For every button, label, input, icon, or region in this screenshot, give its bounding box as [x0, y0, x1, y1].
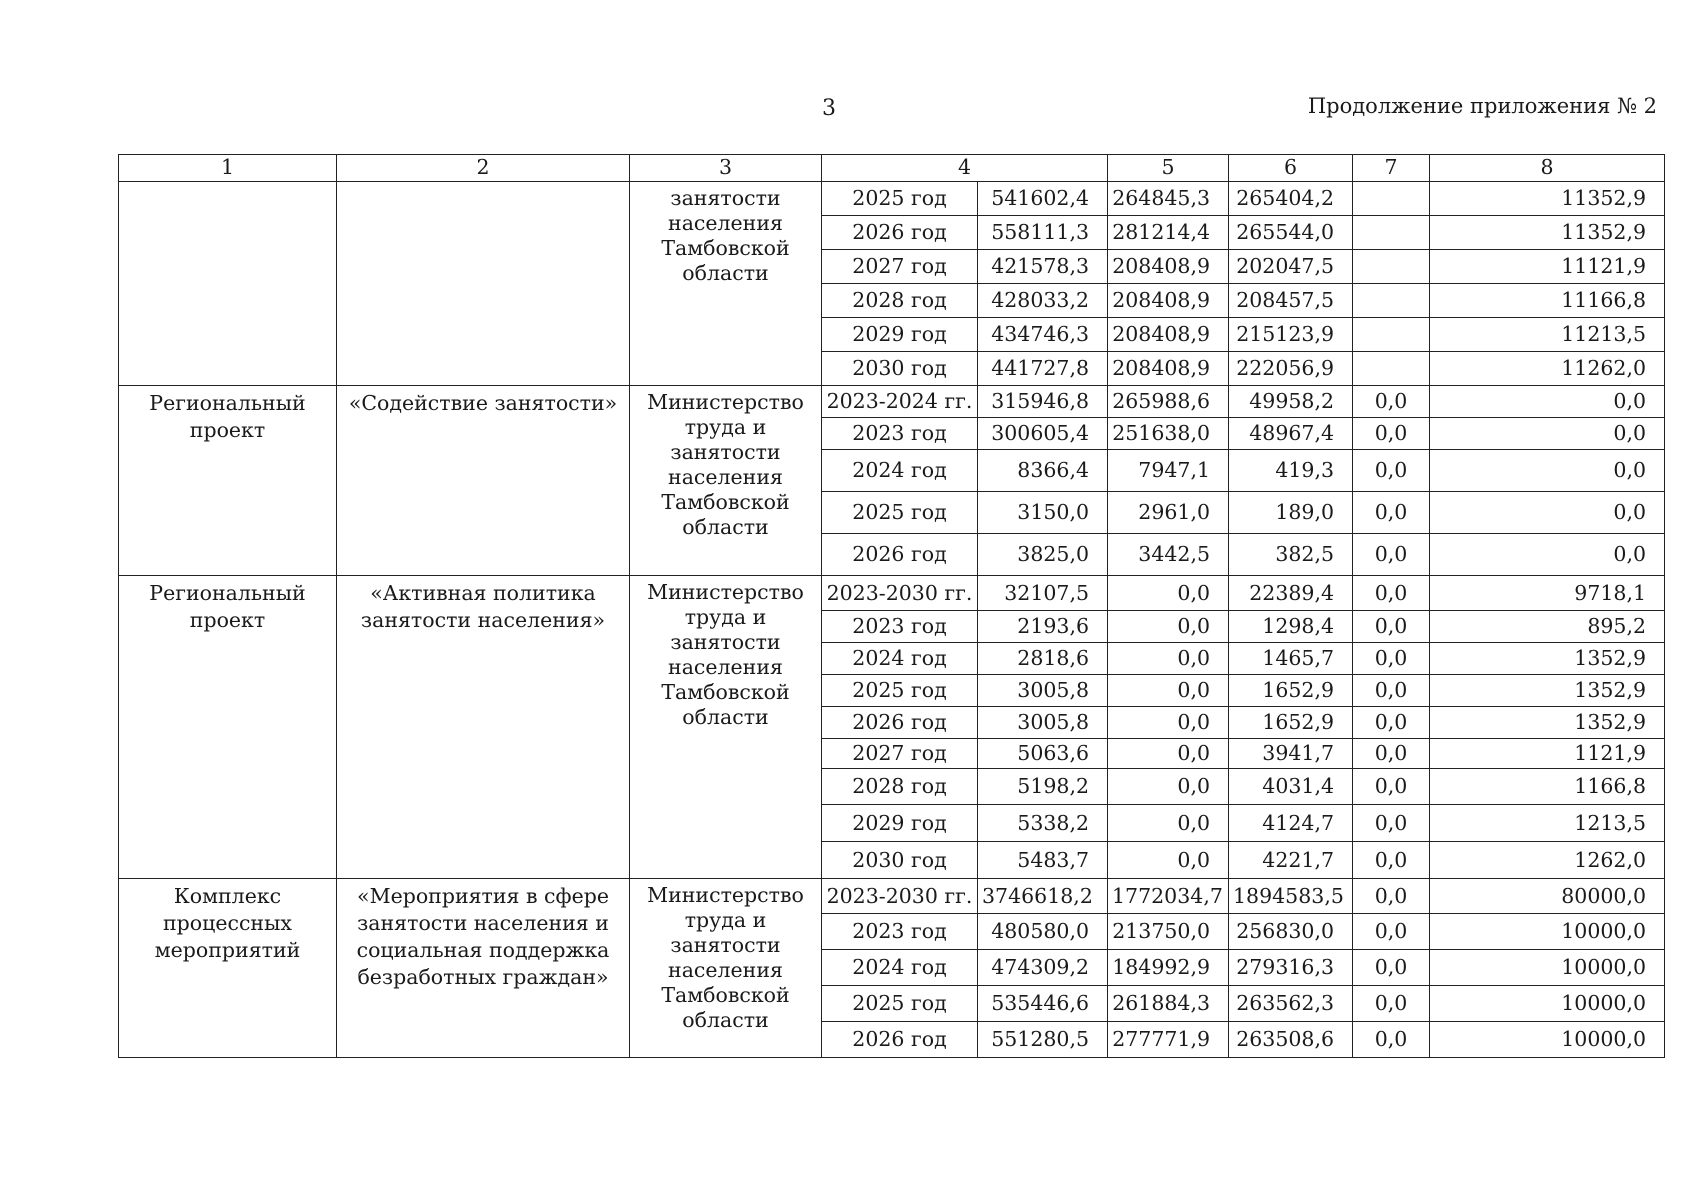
- total-cell: 315946,8: [978, 386, 1108, 418]
- column-6-cell: 382,5: [1229, 534, 1353, 576]
- column-7-cell: 0,0: [1353, 769, 1430, 805]
- total-cell: 8366,4: [978, 450, 1108, 492]
- column-5-cell: 0,0: [1108, 707, 1229, 739]
- column-6-cell: 419,3: [1229, 450, 1353, 492]
- period-cell: 2029 год: [822, 805, 978, 842]
- total-cell: 535446,6: [978, 986, 1108, 1022]
- column-5-cell: 2961,0: [1108, 492, 1229, 534]
- column-8-cell: 1213,5: [1430, 805, 1665, 842]
- total-cell: 5063,6: [978, 739, 1108, 769]
- column-7-cell: 0,0: [1353, 492, 1430, 534]
- column-8-cell: 0,0: [1430, 418, 1665, 450]
- column-5-cell: 261884,3: [1108, 986, 1229, 1022]
- column-7-cell: 0,0: [1353, 707, 1430, 739]
- column-5-cell: 184992,9: [1108, 950, 1229, 986]
- total-cell: 558111,3: [978, 216, 1108, 250]
- period-cell: 2027 год: [822, 739, 978, 769]
- column-6-cell: 4221,7: [1229, 842, 1353, 879]
- column-7-cell: [1353, 250, 1430, 284]
- column-8-cell: 11121,9: [1430, 250, 1665, 284]
- period-cell: 2026 год: [822, 1022, 978, 1058]
- column-number: 8: [1430, 155, 1665, 182]
- period-cell: 2023-2030 гг.: [822, 879, 978, 914]
- column-7-cell: [1353, 182, 1430, 216]
- table-row: [119, 879, 1665, 914]
- column-5-cell: 208408,9: [1108, 318, 1229, 352]
- column-5-cell: 277771,9: [1108, 1022, 1229, 1058]
- column-7-cell: 0,0: [1353, 675, 1430, 707]
- column-6-cell: 1298,4: [1229, 611, 1353, 643]
- column-7-cell: 0,0: [1353, 534, 1430, 576]
- measure-type-cell: Комплекс процессных мероприятий: [119, 879, 337, 1058]
- column-5-cell: 264845,3: [1108, 182, 1229, 216]
- column-8-cell: 11166,8: [1430, 284, 1665, 318]
- column-5-cell: 0,0: [1108, 576, 1229, 611]
- total-cell: 32107,5: [978, 576, 1108, 611]
- total-cell: 421578,3: [978, 250, 1108, 284]
- executor-cell: Министерство труда и занятости населения Тамбовской области: [630, 576, 822, 879]
- column-5-cell: 208408,9: [1108, 250, 1229, 284]
- column-6-cell: 48967,4: [1229, 418, 1353, 450]
- column-5-cell: 0,0: [1108, 643, 1229, 675]
- column-6-cell: 22389,4: [1229, 576, 1353, 611]
- total-cell: 551280,5: [978, 1022, 1108, 1058]
- measure-name-cell: «Мероприятия в сфере занятости населения и социальная поддержка безработных граждан»: [337, 879, 630, 1058]
- column-8-cell: 10000,0: [1430, 986, 1665, 1022]
- column-number-row: [119, 155, 1665, 182]
- column-7-cell: 0,0: [1353, 643, 1430, 675]
- column-number: 5: [1108, 155, 1229, 182]
- column-5-cell: 0,0: [1108, 739, 1229, 769]
- column-6-cell: 189,0: [1229, 492, 1353, 534]
- column-7-cell: 0,0: [1353, 842, 1430, 879]
- column-5-cell: 281214,4: [1108, 216, 1229, 250]
- period-cell: 2025 год: [822, 675, 978, 707]
- column-8-cell: 0,0: [1430, 450, 1665, 492]
- executor-cell: Министерство труда и занятости населения Тамбовской области: [630, 386, 822, 576]
- period-cell: 2023 год: [822, 914, 978, 950]
- column-8-cell: 10000,0: [1430, 950, 1665, 986]
- column-7-cell: [1353, 318, 1430, 352]
- period-cell: 2023 год: [822, 418, 978, 450]
- period-cell: 2023 год: [822, 611, 978, 643]
- total-cell: 5198,2: [978, 769, 1108, 805]
- table-row: [119, 576, 1665, 611]
- column-6-cell: 279316,3: [1229, 950, 1353, 986]
- total-cell: 300605,4: [978, 418, 1108, 450]
- column-7-cell: 0,0: [1353, 986, 1430, 1022]
- total-cell: 434746,3: [978, 318, 1108, 352]
- column-6-cell: 49958,2: [1229, 386, 1353, 418]
- column-6-cell: 1465,7: [1229, 643, 1353, 675]
- period-cell: 2024 год: [822, 450, 978, 492]
- period-cell: 2024 год: [822, 950, 978, 986]
- column-7-cell: 0,0: [1353, 386, 1430, 418]
- total-cell: 3005,8: [978, 675, 1108, 707]
- column-8-cell: 1262,0: [1430, 842, 1665, 879]
- column-7-cell: 0,0: [1353, 950, 1430, 986]
- column-7-cell: [1353, 352, 1430, 386]
- total-cell: 480580,0: [978, 914, 1108, 950]
- column-5-cell: 7947,1: [1108, 450, 1229, 492]
- period-cell: 2028 год: [822, 769, 978, 805]
- column-6-cell: 1652,9: [1229, 707, 1353, 739]
- period-cell: 2026 год: [822, 707, 978, 739]
- total-cell: 3005,8: [978, 707, 1108, 739]
- column-7-cell: [1353, 216, 1430, 250]
- period-cell: 2024 год: [822, 643, 978, 675]
- period-cell: 2025 год: [822, 182, 978, 216]
- column-7-cell: 0,0: [1353, 805, 1430, 842]
- total-cell: 428033,2: [978, 284, 1108, 318]
- column-5-cell: 213750,0: [1108, 914, 1229, 950]
- column-6-cell: 1652,9: [1229, 675, 1353, 707]
- column-6-cell: 1894583,5: [1229, 879, 1353, 914]
- column-number: 7: [1353, 155, 1430, 182]
- executor-cell: занятости населения Тамбовской области: [630, 182, 822, 386]
- column-6-cell: 265544,0: [1229, 216, 1353, 250]
- period-cell: 2023-2024 гг.: [822, 386, 978, 418]
- period-cell: 2027 год: [822, 250, 978, 284]
- column-8-cell: 10000,0: [1430, 1022, 1665, 1058]
- column-6-cell: 263562,3: [1229, 986, 1353, 1022]
- column-7-cell: 0,0: [1353, 611, 1430, 643]
- period-cell: 2030 год: [822, 842, 978, 879]
- total-cell: 3150,0: [978, 492, 1108, 534]
- table-row: [119, 182, 1665, 216]
- column-6-cell: 263508,6: [1229, 1022, 1353, 1058]
- column-6-cell: 208457,5: [1229, 284, 1353, 318]
- total-cell: 5483,7: [978, 842, 1108, 879]
- column-8-cell: 0,0: [1430, 492, 1665, 534]
- column-5-cell: 0,0: [1108, 805, 1229, 842]
- total-cell: 474309,2: [978, 950, 1108, 986]
- column-6-cell: 222056,9: [1229, 352, 1353, 386]
- total-cell: 2818,6: [978, 643, 1108, 675]
- column-5-cell: 3442,5: [1108, 534, 1229, 576]
- period-cell: 2025 год: [822, 986, 978, 1022]
- measure-name-cell: «Содействие занятости»: [337, 386, 630, 576]
- period-cell: 2028 год: [822, 284, 978, 318]
- column-5-cell: 0,0: [1108, 769, 1229, 805]
- column-7-cell: 0,0: [1353, 1022, 1430, 1058]
- column-8-cell: 1352,9: [1430, 707, 1665, 739]
- column-7-cell: 0,0: [1353, 914, 1430, 950]
- total-cell: 3825,0: [978, 534, 1108, 576]
- column-8-cell: 11352,9: [1430, 182, 1665, 216]
- column-8-cell: 895,2: [1430, 611, 1665, 643]
- total-cell: 441727,8: [978, 352, 1108, 386]
- column-6-cell: 4124,7: [1229, 805, 1353, 842]
- column-7-cell: 0,0: [1353, 879, 1430, 914]
- measure-type-cell: Региональный проект: [119, 576, 337, 879]
- column-8-cell: 11262,0: [1430, 352, 1665, 386]
- column-7-cell: 0,0: [1353, 450, 1430, 492]
- measure-name-cell: [337, 182, 630, 386]
- total-cell: 3746618,2: [978, 879, 1108, 914]
- period-cell: 2023-2030 гг.: [822, 576, 978, 611]
- period-cell: 2026 год: [822, 534, 978, 576]
- column-6-cell: 256830,0: [1229, 914, 1353, 950]
- column-6-cell: 265404,2: [1229, 182, 1353, 216]
- column-number: 2: [337, 155, 630, 182]
- column-8-cell: 9718,1: [1430, 576, 1665, 611]
- page-number: 3: [822, 96, 836, 121]
- column-6-cell: 3941,7: [1229, 739, 1353, 769]
- column-8-cell: 80000,0: [1430, 879, 1665, 914]
- column-8-cell: 1352,9: [1430, 643, 1665, 675]
- column-number: 4: [822, 155, 1108, 182]
- column-8-cell: 1121,9: [1430, 739, 1665, 769]
- column-number: 3: [630, 155, 822, 182]
- column-8-cell: 0,0: [1430, 386, 1665, 418]
- column-6-cell: 4031,4: [1229, 769, 1353, 805]
- column-8-cell: 11213,5: [1430, 318, 1665, 352]
- period-cell: 2029 год: [822, 318, 978, 352]
- column-7-cell: 0,0: [1353, 576, 1430, 611]
- column-8-cell: 1352,9: [1430, 675, 1665, 707]
- table-row: [119, 386, 1665, 418]
- column-6-cell: 202047,5: [1229, 250, 1353, 284]
- column-5-cell: 0,0: [1108, 611, 1229, 643]
- column-5-cell: 265988,6: [1108, 386, 1229, 418]
- column-8-cell: 10000,0: [1430, 914, 1665, 950]
- column-5-cell: 208408,9: [1108, 284, 1229, 318]
- column-5-cell: 0,0: [1108, 675, 1229, 707]
- appendix-continuation-note: Продолжение приложения № 2: [1307, 94, 1657, 118]
- column-5-cell: 251638,0: [1108, 418, 1229, 450]
- column-8-cell: 1166,8: [1430, 769, 1665, 805]
- column-6-cell: 215123,9: [1229, 318, 1353, 352]
- total-cell: 541602,4: [978, 182, 1108, 216]
- column-5-cell: 208408,9: [1108, 352, 1229, 386]
- total-cell: 2193,6: [978, 611, 1108, 643]
- measure-name-cell: «Активная политика занятости населения»: [337, 576, 630, 879]
- total-cell: 5338,2: [978, 805, 1108, 842]
- column-number: 6: [1229, 155, 1353, 182]
- period-cell: 2026 год: [822, 216, 978, 250]
- period-cell: 2030 год: [822, 352, 978, 386]
- measure-type-cell: Региональный проект: [119, 386, 337, 576]
- column-8-cell: 0,0: [1430, 534, 1665, 576]
- funding-table: [118, 154, 1665, 1058]
- column-7-cell: 0,0: [1353, 418, 1430, 450]
- column-5-cell: 0,0: [1108, 842, 1229, 879]
- period-cell: 2025 год: [822, 492, 978, 534]
- executor-cell: Министерство труда и занятости населения Тамбовской области: [630, 879, 822, 1058]
- column-7-cell: 0,0: [1353, 739, 1430, 769]
- column-5-cell: 1772034,7: [1108, 879, 1229, 914]
- column-7-cell: [1353, 284, 1430, 318]
- column-8-cell: 11352,9: [1430, 216, 1665, 250]
- column-number: 1: [119, 155, 337, 182]
- measure-type-cell: [119, 182, 337, 386]
